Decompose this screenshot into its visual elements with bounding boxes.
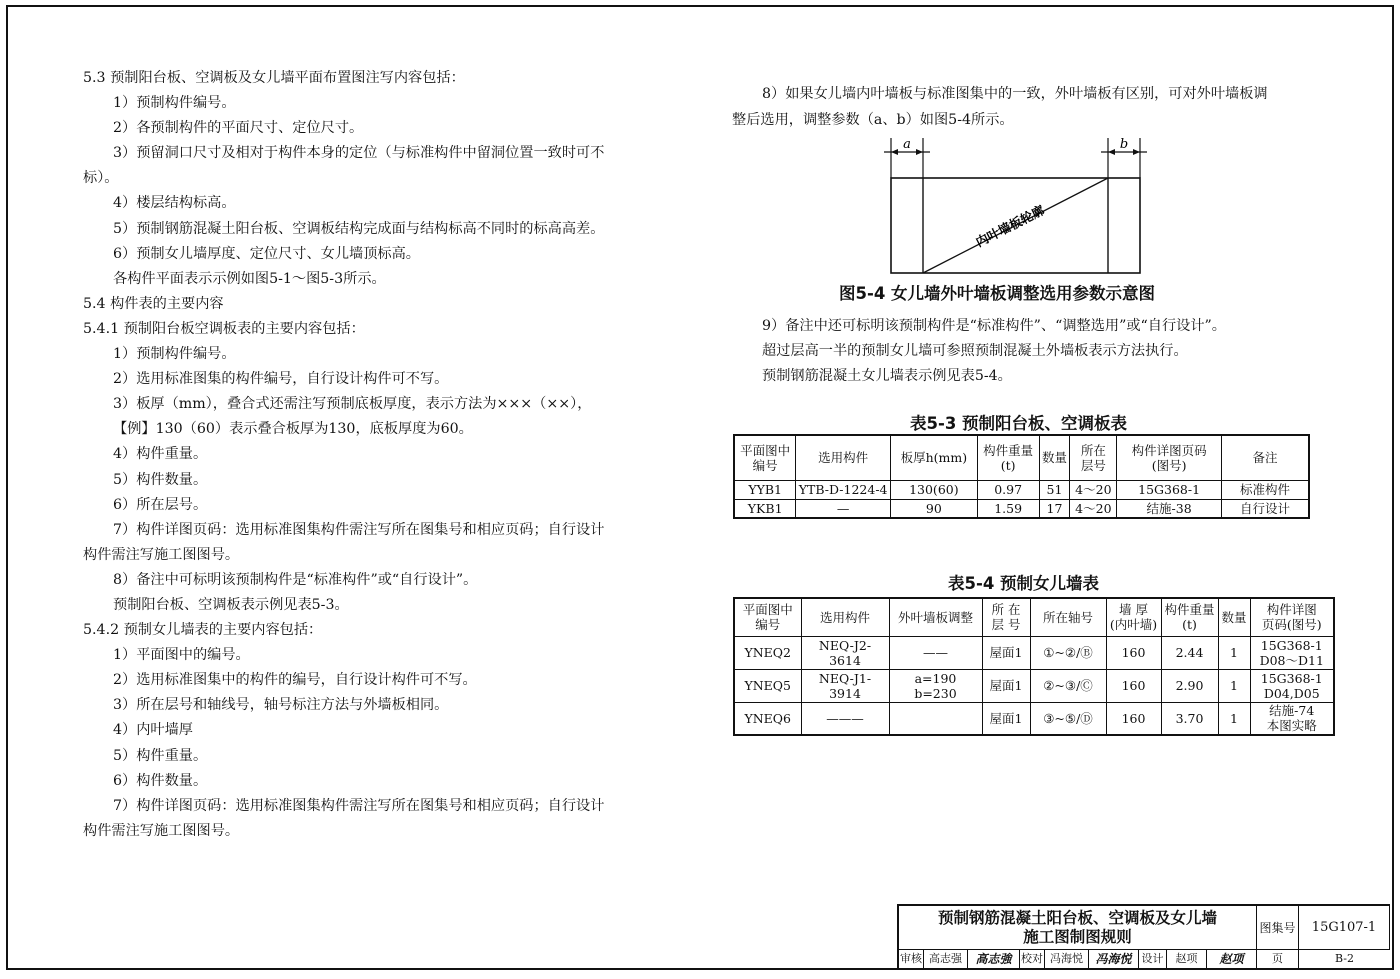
table-cell: —— — [889, 636, 982, 669]
text-line: 6）预制女儿墙厚度、定位尺寸、女儿墙顶标高。 — [113, 245, 420, 262]
table-header-row — [734, 598, 1334, 636]
table-cell: 2.44 — [1161, 636, 1218, 669]
text-line: 7）构件详图页码：选用标准图集构件需注写所在图集号和相应页码；自行设计 — [113, 521, 605, 538]
drawing-title-line2: 施工图制图规则 — [1023, 928, 1132, 946]
text-line: 【例】130（60）表示叠合板厚为130，底板厚度为60。 — [113, 421, 473, 438]
text-line: 4）楼层结构标高。 — [113, 195, 236, 212]
table-cell: 自行设计 — [1221, 499, 1309, 518]
table-cell: 15G368-1 — [1117, 480, 1222, 499]
table-cell: 17 — [1039, 499, 1070, 518]
reviewer-name: 高志强 — [924, 950, 968, 968]
page-number: B-2 — [1334, 952, 1354, 965]
table-cell: ①~②/Ⓑ — [1030, 636, 1106, 669]
text-line: 5.4 构件表的主要内容 — [83, 295, 224, 312]
designer-signature: 赵项 — [1207, 950, 1257, 968]
table-cell: a=190 b=230 — [889, 669, 982, 702]
table-header-cell: 外叶墙板调整 — [889, 598, 982, 636]
text-line: 9）备注中还可标明该预制构件是“标准构件”、“调整选用”或“自行设计”。 — [762, 318, 1226, 334]
text-line: 5.4.1 预制阳台板空调板表的主要内容包括： — [83, 320, 365, 337]
table-cell: 15G368-1 D08～D11 — [1250, 636, 1334, 669]
table-header-cell: 备注 — [1221, 435, 1309, 480]
text-line: 预制阳台板、空调板表示例见表5-3。 — [113, 596, 349, 613]
table-5-3 — [733, 434, 1310, 519]
table-cell: 1 — [1218, 669, 1250, 702]
text-line: 8）备注中可标明该预制构件是“标准构件”或“自行设计”。 — [113, 571, 478, 588]
table-cell: 0.97 — [977, 480, 1039, 499]
table-header-cell: 数量 — [1218, 598, 1250, 636]
text-line: 2）选用标准图集中的构件的编号，自行设计构件可不写。 — [113, 672, 477, 689]
table-header-cell: 选用构件 — [801, 598, 889, 636]
checker-signature: 冯海悦 — [1089, 950, 1139, 968]
table-row — [734, 702, 1334, 735]
text-line: 构件需注写施工图图号。 — [83, 822, 240, 839]
checker-name: 冯海悦 — [1045, 950, 1089, 968]
text-line: 2）各预制构件的平面尺寸、定位尺寸。 — [113, 120, 364, 137]
table-cell: 90 — [890, 499, 977, 518]
table-cell: YNEQ6 — [734, 702, 801, 735]
table-header-cell: 选用构件 — [796, 435, 891, 480]
table-cell: 3.70 — [1161, 702, 1218, 735]
table-header-cell: 构件重量 (t) — [1161, 598, 1218, 636]
table-cell: 屋面1 — [982, 636, 1030, 669]
table-cell: 1.59 — [977, 499, 1039, 518]
table-cell: 15G368-1 D04,D05 — [1250, 669, 1334, 702]
review-label: 审核 — [899, 950, 924, 968]
table-row — [734, 499, 1309, 518]
right-mid-text — [732, 314, 1352, 389]
table-header-cell: 墙 厚 (内叶墙) — [1106, 598, 1161, 636]
table-header-cell: 平面图中 编号 — [734, 435, 796, 480]
table-row — [734, 636, 1334, 669]
text-line: 构件需注写施工图图号。 — [83, 546, 240, 563]
left-text-column — [83, 66, 683, 844]
dim-a-label: a — [903, 137, 911, 152]
table-cell: NEQ-J1-3914 — [801, 669, 889, 702]
title-block — [897, 904, 1390, 968]
table-cell — [889, 702, 982, 735]
table-cell: 4～20 — [1070, 499, 1117, 518]
table-cell: YYB1 — [734, 480, 796, 499]
text-line: 7）构件详图页码：选用标准图集构件需注写所在图集号和相应页码；自行设计 — [113, 797, 605, 814]
text-line: 超过层高一半的预制女儿墙可参照预制混凝土外墙板表示方法执行。 — [762, 343, 1188, 360]
table-header-cell: 构件详图页码 (图号) — [1117, 435, 1222, 480]
table-cell: 屋面1 — [982, 669, 1030, 702]
drawing-title-line1: 预制钢筋混凝土阳台板、空调板及女儿墙 — [937, 909, 1217, 927]
table-header-cell: 平面图中 编号 — [734, 598, 801, 636]
table-header-cell: 所在 层号 — [1070, 435, 1117, 480]
table-cell: 结施-74 本图实略 — [1250, 702, 1334, 735]
text-line: 5.3 预制阳台板、空调板及女儿墙平面布置图注写内容包括： — [83, 70, 465, 86]
table-5-4 — [733, 597, 1335, 736]
atlas-number: 15G107-1 — [1299, 906, 1390, 950]
text-line: 6）构件数量。 — [113, 772, 208, 789]
table-cell: 标准构件 — [1221, 480, 1309, 499]
table-cell: YNEQ5 — [734, 669, 801, 702]
text-line: 5.4.2 预制女儿墙表的主要内容包括： — [83, 622, 323, 639]
table-cell: 160 — [1106, 669, 1161, 702]
table-cell: 1 — [1218, 636, 1250, 669]
figure-5-4 — [860, 130, 1180, 278]
table-cell: 160 — [1106, 702, 1161, 735]
table-5-3-title: 表5-3 预制阳台板、空调板表 — [910, 414, 1128, 433]
page-label: 页 — [1257, 950, 1299, 968]
signature-row — [899, 950, 1390, 968]
table-cell: 结施-38 — [1117, 499, 1222, 518]
inner-panel-outline-label: 内叶墙板轮廓 — [973, 202, 1047, 250]
text-line: 5）预制钢筋混凝土阳台板、空调板结构完成面与结构标高不同时的标高高差。 — [113, 220, 605, 237]
text-line: 2）选用标准图集的构件编号，自行设计构件可不写。 — [113, 371, 449, 388]
table-cell: YKB1 — [734, 499, 796, 518]
drawing-title — [899, 906, 1257, 950]
table-header-cell: 数量 — [1039, 435, 1070, 480]
table-header-row — [734, 435, 1309, 480]
text-line: 8）如果女儿墙内叶墙板与标准图集中的一致，外叶墙板有区别，可对外叶墙板调 — [762, 86, 1268, 102]
table-cell: YNEQ2 — [734, 636, 801, 669]
text-line: 1）预制构件编号。 — [113, 346, 236, 363]
table-cell: 2.90 — [1161, 669, 1218, 702]
table-header-cell: 构件详图 页码(图号) — [1250, 598, 1334, 636]
text-line: 5）构件数量。 — [113, 471, 208, 488]
table-cell: ②~③/Ⓒ — [1030, 669, 1106, 702]
table-cell: 51 — [1039, 480, 1070, 499]
table-row — [734, 480, 1309, 499]
right-top-text — [732, 81, 1352, 133]
table-header-cell: 所在轴号 — [1030, 598, 1106, 636]
text-line: 4）内叶墙厚 — [113, 722, 193, 739]
text-line: 预制钢筋混凝土女儿墙表示例见表5-4。 — [762, 368, 1012, 385]
table-header-cell: 构件重量 (t) — [977, 435, 1039, 480]
text-line: 4）构件重量。 — [113, 446, 208, 463]
text-line: 1）预制构件编号。 — [113, 95, 236, 112]
table-cell: YTB-D-1224-4 — [796, 480, 891, 499]
text-line: 整后选用，调整参数（a、b）如图5-4所示。 — [732, 112, 1014, 128]
table-5-4-title: 表5-4 预制女儿墙表 — [948, 574, 1100, 593]
check-label: 校对 — [1020, 950, 1045, 968]
text-line: 3）预留洞口尺寸及相对于构件本身的定位（与标准构件中留洞位置一致时可不 — [113, 145, 605, 162]
table-cell: NEQ-J2-3614 — [801, 636, 889, 669]
table-cell: 屋面1 — [982, 702, 1030, 735]
design-label: 设计 — [1139, 950, 1167, 968]
dim-b-label: b — [1119, 137, 1129, 152]
text-line: 6）所在层号。 — [113, 496, 208, 513]
table-cell: ——— — [801, 702, 889, 735]
table-cell: ③~⑤/Ⓓ — [1030, 702, 1106, 735]
text-line: 3）板厚（mm），叠合式还需注写预制底板厚度，表示方法为×××（××）， — [113, 396, 592, 413]
text-line: 5）构件重量。 — [113, 747, 208, 764]
table-cell: — — [796, 499, 891, 518]
table-header-cell: 板厚h(mm) — [890, 435, 977, 480]
table-cell: 1 — [1218, 702, 1250, 735]
text-line: 各构件平面表示示例如图5-1～图5-3所示。 — [113, 270, 386, 287]
reviewer-signature: 高志強 — [968, 950, 1020, 968]
text-line: 1）平面图中的编号。 — [113, 647, 250, 664]
designer-name: 赵项 — [1167, 950, 1207, 968]
table-header-cell: 所 在 层 号 — [982, 598, 1030, 636]
table-row — [734, 669, 1334, 702]
text-line: 3）所在层号和轴线号，轴号标注方法与外墙板相同。 — [113, 697, 449, 714]
table-cell: 160 — [1106, 636, 1161, 669]
table-cell: 130(60) — [890, 480, 977, 499]
text-line: 标）。 — [83, 170, 119, 187]
figure-caption: 图5-4 女儿墙外叶墙板调整选用参数示意图 — [839, 284, 1156, 303]
atlas-label: 图集号 — [1257, 906, 1299, 950]
table-cell: 4～20 — [1070, 480, 1117, 499]
